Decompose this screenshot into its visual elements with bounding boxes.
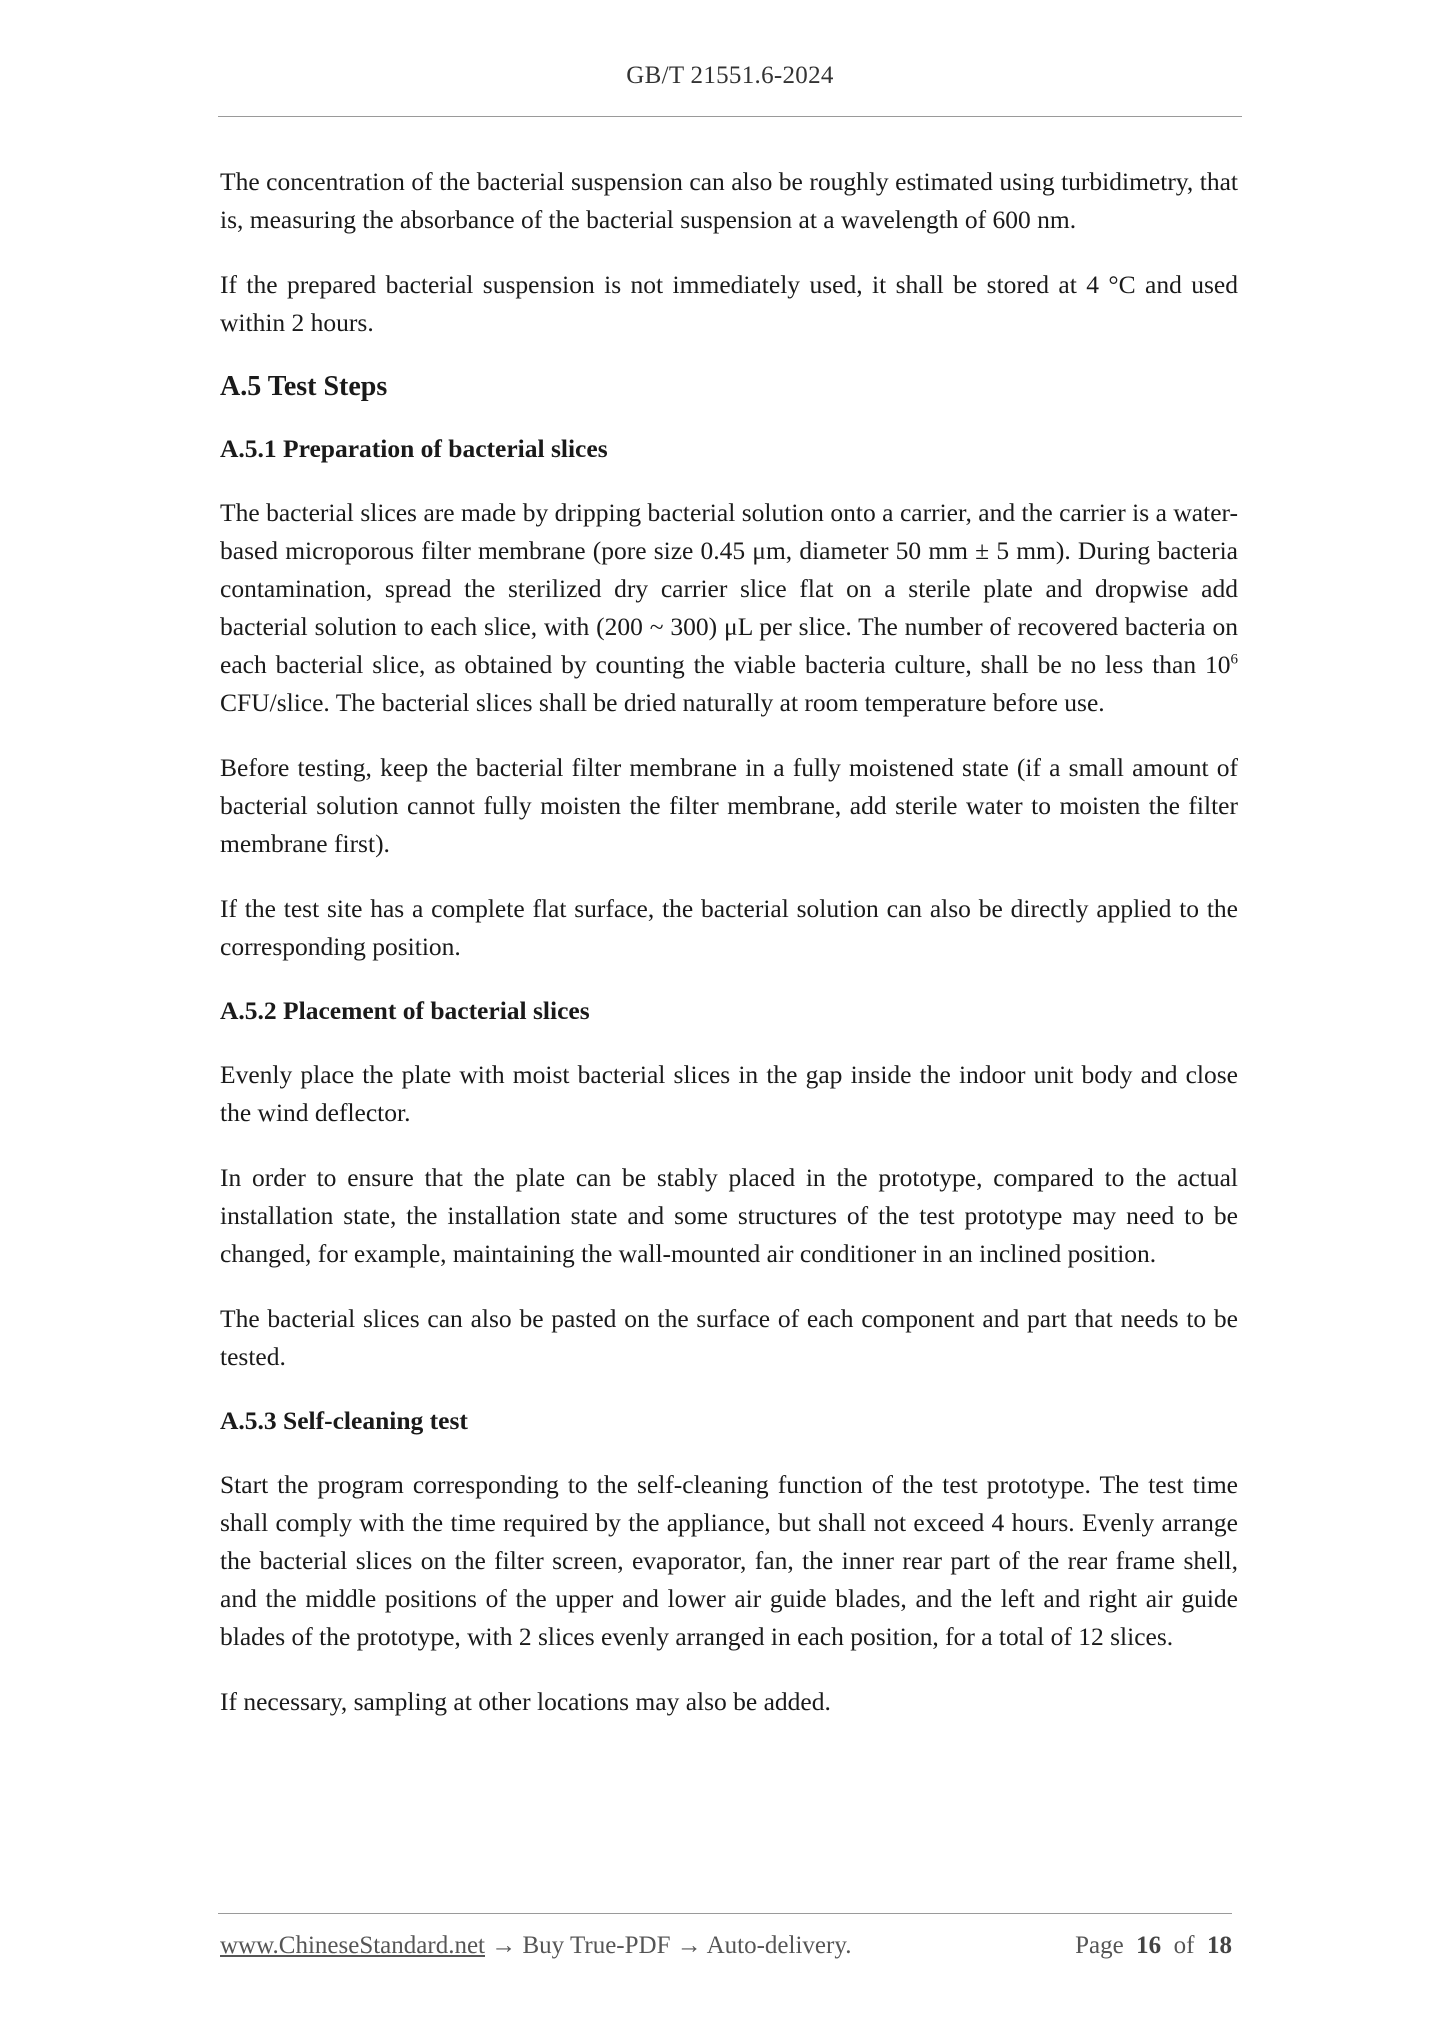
paragraph-installation-state: In order to ensure that the plate can be stably placed in the prototype, compared to the actual installation state, the installation state and some structures of the test prototype may need to be changed, for example, maintaining the wall-mounted air conditioner in an inclined position.	[220, 1163, 1238, 1268]
paragraph-storage: If the prepared bacterial suspension is not immediately used, it shall be stored at 4 °C and used within 2 hours.	[220, 270, 1238, 337]
footer-promo-text: → Buy True-PDF → Auto-delivery.	[485, 1932, 852, 1959]
section-heading-a5: A.5 Test Steps	[220, 371, 388, 402]
paragraph-pasted-slices: The bacterial slices can also be pasted on the surface of each component and part that needs to be tested.	[220, 1304, 1238, 1371]
paragraph-other-locations: If necessary, sampling at other locations may also be added.	[220, 1687, 831, 1716]
footer-promo	[220, 1932, 851, 1960]
document-body	[220, 163, 1238, 1748]
page-total: 18	[1207, 1932, 1232, 1959]
subsection-heading-a51: A.5.1 Preparation of bacterial slices	[220, 434, 608, 463]
slice-preparation-text-end: CFU/slice. The bacterial slices shall be dried naturally at room temperature before use.	[220, 688, 1105, 717]
website-link[interactable]: www.ChineseStandard.net	[220, 1932, 485, 1959]
page-footer	[220, 1932, 1232, 1972]
page-current: 16	[1136, 1932, 1162, 1959]
subsection-heading-a53: A.5.3 Self-cleaning test	[220, 1406, 468, 1435]
paragraph-self-cleaning: Start the program corresponding to the self-cleaning function of the test prototype. The test time shall comply with the time required by the appliance, but shall not exceed 4 hours. Evenly arrange the bacterial slices on the filter screen, evaporator, fan, the inner rear part of the rear frame shell, and the middle positions of the upper and lower air guide blades, and the left and right air guide blades of the prototype, with 2 slices evenly arranged in each position, for a total of 12 slices.	[220, 1470, 1238, 1651]
paragraph-slice-preparation	[220, 494, 1238, 722]
slice-preparation-text: The bacterial slices are made by dripping bacterial solution onto a carrier, and the carrier is a water-based microporous filter membrane (pore size 0.45 μm, diameter 50 mm ± 5 mm). During bacteria contamination, spread the sterilized dry carrier slice flat on a sterile plate and dropwise add bacterial solution to each slice, with (200 ~ 300) μL per slice. The number of recovered bacteria on each bacterial slice, as obtained by counting the viable bacteria culture, shall be no less than 10	[220, 498, 1238, 679]
exponent-superscript: 6	[1230, 651, 1238, 668]
page-indicator	[1075, 1932, 1232, 1960]
paragraph-turbidimetry: The concentration of the bacterial suspension can also be roughly estimated using turbidimetry, that is, measuring the absorbance of the bacterial suspension at a wavelength of 600 nm.	[220, 167, 1238, 234]
paragraph-plate-placement: Evenly place the plate with moist bacterial slices in the gap inside the indoor unit body and close the wind deflector.	[220, 1060, 1238, 1127]
header-divider	[218, 116, 1242, 117]
paragraph-membrane-moisten: Before testing, keep the bacterial filter membrane in a fully moistened state (if a small amount of bacterial solution cannot fully moisten the filter membrane, add sterile water to moisten the filter membrane first).	[220, 753, 1238, 858]
page-of-label: of	[1173, 1932, 1195, 1959]
subsection-heading-a52: A.5.2 Placement of bacterial slices	[220, 996, 590, 1025]
paragraph-flat-surface: If the test site has a complete flat surface, the bacterial solution can also be directly applied to the corresponding position.	[220, 894, 1238, 961]
page-label: Page	[1075, 1932, 1124, 1959]
footer-divider	[218, 1913, 1232, 1914]
page-header-title: GB/T 21551.6-2024	[626, 62, 834, 89]
